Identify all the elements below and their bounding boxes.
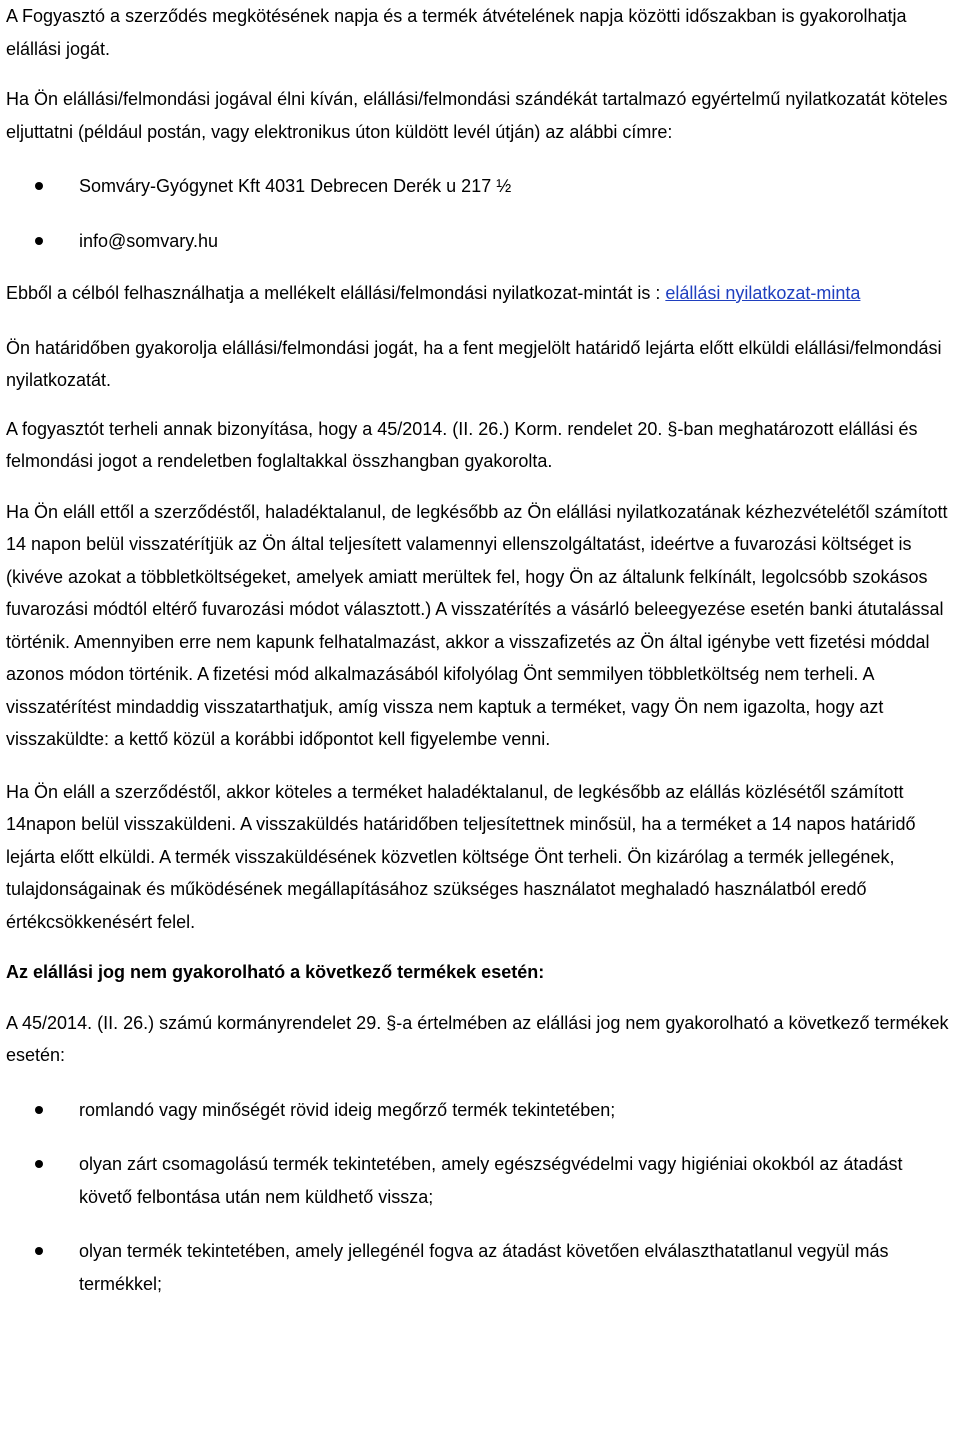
list-item-address bbox=[6, 170, 956, 203]
bullet-icon bbox=[35, 1247, 43, 1255]
spacer bbox=[6, 257, 956, 277]
exception-text: olyan zárt csomagolású termék tekintetében, amely egészségvédelmi vagy higiéniai okokból az átadást követő felbontása után nem küldhető vissza; bbox=[79, 1154, 903, 1207]
spacer bbox=[6, 478, 956, 496]
withdrawal-form-link[interactable]: elállási nyilatkozat-minta bbox=[665, 283, 861, 303]
exception-text: romlandó vagy minőségét rövid ideig megőrző termék tekintetében; bbox=[79, 1099, 616, 1120]
paragraph-regulation: A 45/2014. (II. 26.) számú kormányrendelet 29. §-a értelmében az elállási jog nem gyakorolható a következő termékek esetén: bbox=[6, 1012, 949, 1065]
spacer bbox=[6, 756, 956, 776]
paragraph-withdrawal-notice: Ha Ön elállási/felmondási jogával élni kíván, elállási/felmondási szándékát tartalmazó egyértelmű nyilatkozatát köteles eljuttatni (például postán, vagy elektronikus úton küldött levél útján) az alábbi címre: bbox=[6, 89, 948, 142]
bullet-icon bbox=[35, 1106, 43, 1114]
list-item bbox=[6, 1148, 956, 1213]
list-item bbox=[6, 1094, 956, 1127]
bullet-icon bbox=[35, 182, 43, 190]
paragraph-form-template bbox=[6, 277, 956, 310]
spacer bbox=[6, 989, 956, 1007]
spacer bbox=[6, 310, 956, 332]
paragraph-return-shipping: Ha Ön eláll a szerződéstől, akkor köteles a terméket haladéktalanul, de legkésőbb az elállás közlésétől számított 14napon belül visszaküldeni. A visszaküldés határidőben teljesítettnek minősül, ha a terméket a 14 napos határidő lejárta előtt elküldi. A termék visszaküldésének közvetlen költsége Önt terheli. Ön kizárólag a termék jellegének, tulajdonságainak és működésének megállapításához szükséges használatot meghaladó használatból eredő értékcsökkenésért felel. bbox=[6, 781, 916, 932]
spacer bbox=[6, 148, 956, 170]
document-page bbox=[6, 0, 956, 1300]
paragraph-refund: Ha Ön eláll ettől a szerződéstől, haladéktalanul, de legkésőbb az Ön elállási nyilatkozatának kézhezvételétől számított 14 napon belül visszatérítjük az Ön által teljesített valamennyi ellenszolgáltatást, ideértve a fuvarozási költséget is (kivéve azokat a többletköltségeket, amelyek amiatt merültek fel, hogy Ön az általunk felkínált, legolcsóbb szokásos fuvarozási módtól eltérő fuvarozási módot választott.) A visszatérítés a vásárló beleegyezése esetén banki átutalással történik. Amennyiben erre nem kapunk felhatalmazást, akkor a visszafizetés az Ön által igénybe vett fizetési móddal azonos módon történik. A fizetési mód alkalmazásából kifolyólag Önt semmilyen többletköltség nem terheli. A visszatérítést mindaddig visszatarthatjuk, amíg vissza nem kaptuk a terméket, vagy Ön nem igazolta, hogy azt visszaküldte: a kettő közül a korábbi időpontot kell figyelembe venni. bbox=[6, 501, 948, 749]
exception-list bbox=[6, 1094, 956, 1301]
spacer bbox=[6, 65, 956, 83]
paragraph-withdrawal-period: A Fogyasztó a szerződés megkötésének napja és a termék átvételének napja közötti időszakban is gyakorolhatja elállási jogát. bbox=[6, 6, 907, 59]
form-template-text: Ebből a célból felhasználhatja a mellékelt elállási/felmondási nyilatkozat-mintát is : bbox=[6, 283, 666, 303]
spacer bbox=[6, 938, 956, 956]
paragraph-burden-of-proof: A fogyasztót terheli annak bizonyítása, hogy a 45/2014. (II. 26.) Korm. rendelet 20. §-ban meghatározott elállási és felmondási jogot a rendeletben foglaltakkal összhangban gyakorolta. bbox=[6, 418, 918, 471]
address-text: Somváry-Gyógynet Kft 4031 Debrecen Derék u 217 ½ bbox=[79, 176, 512, 196]
section-heading: Az elállási jog nem gyakorolható a következő termékek esetén: bbox=[6, 962, 545, 982]
list-item bbox=[6, 1235, 956, 1300]
spacer bbox=[6, 1072, 956, 1094]
email-text: info@somvary.hu bbox=[79, 230, 218, 251]
contact-list bbox=[6, 170, 956, 257]
bullet-icon bbox=[35, 237, 43, 245]
list-item-email bbox=[6, 225, 956, 258]
spacer bbox=[6, 397, 956, 413]
exception-text: olyan termék tekintetében, amely jellegénél fogva az átadást követően elválaszthatatlanul vegyül más termékkel; bbox=[79, 1241, 889, 1294]
bullet-icon bbox=[35, 1160, 43, 1168]
paragraph-deadline: Ön határidőben gyakorolja elállási/felmondási jogát, ha a fent megjelölt határidő lejárta előtt elküldi elállási/felmondási nyilatkozatát. bbox=[6, 337, 942, 390]
